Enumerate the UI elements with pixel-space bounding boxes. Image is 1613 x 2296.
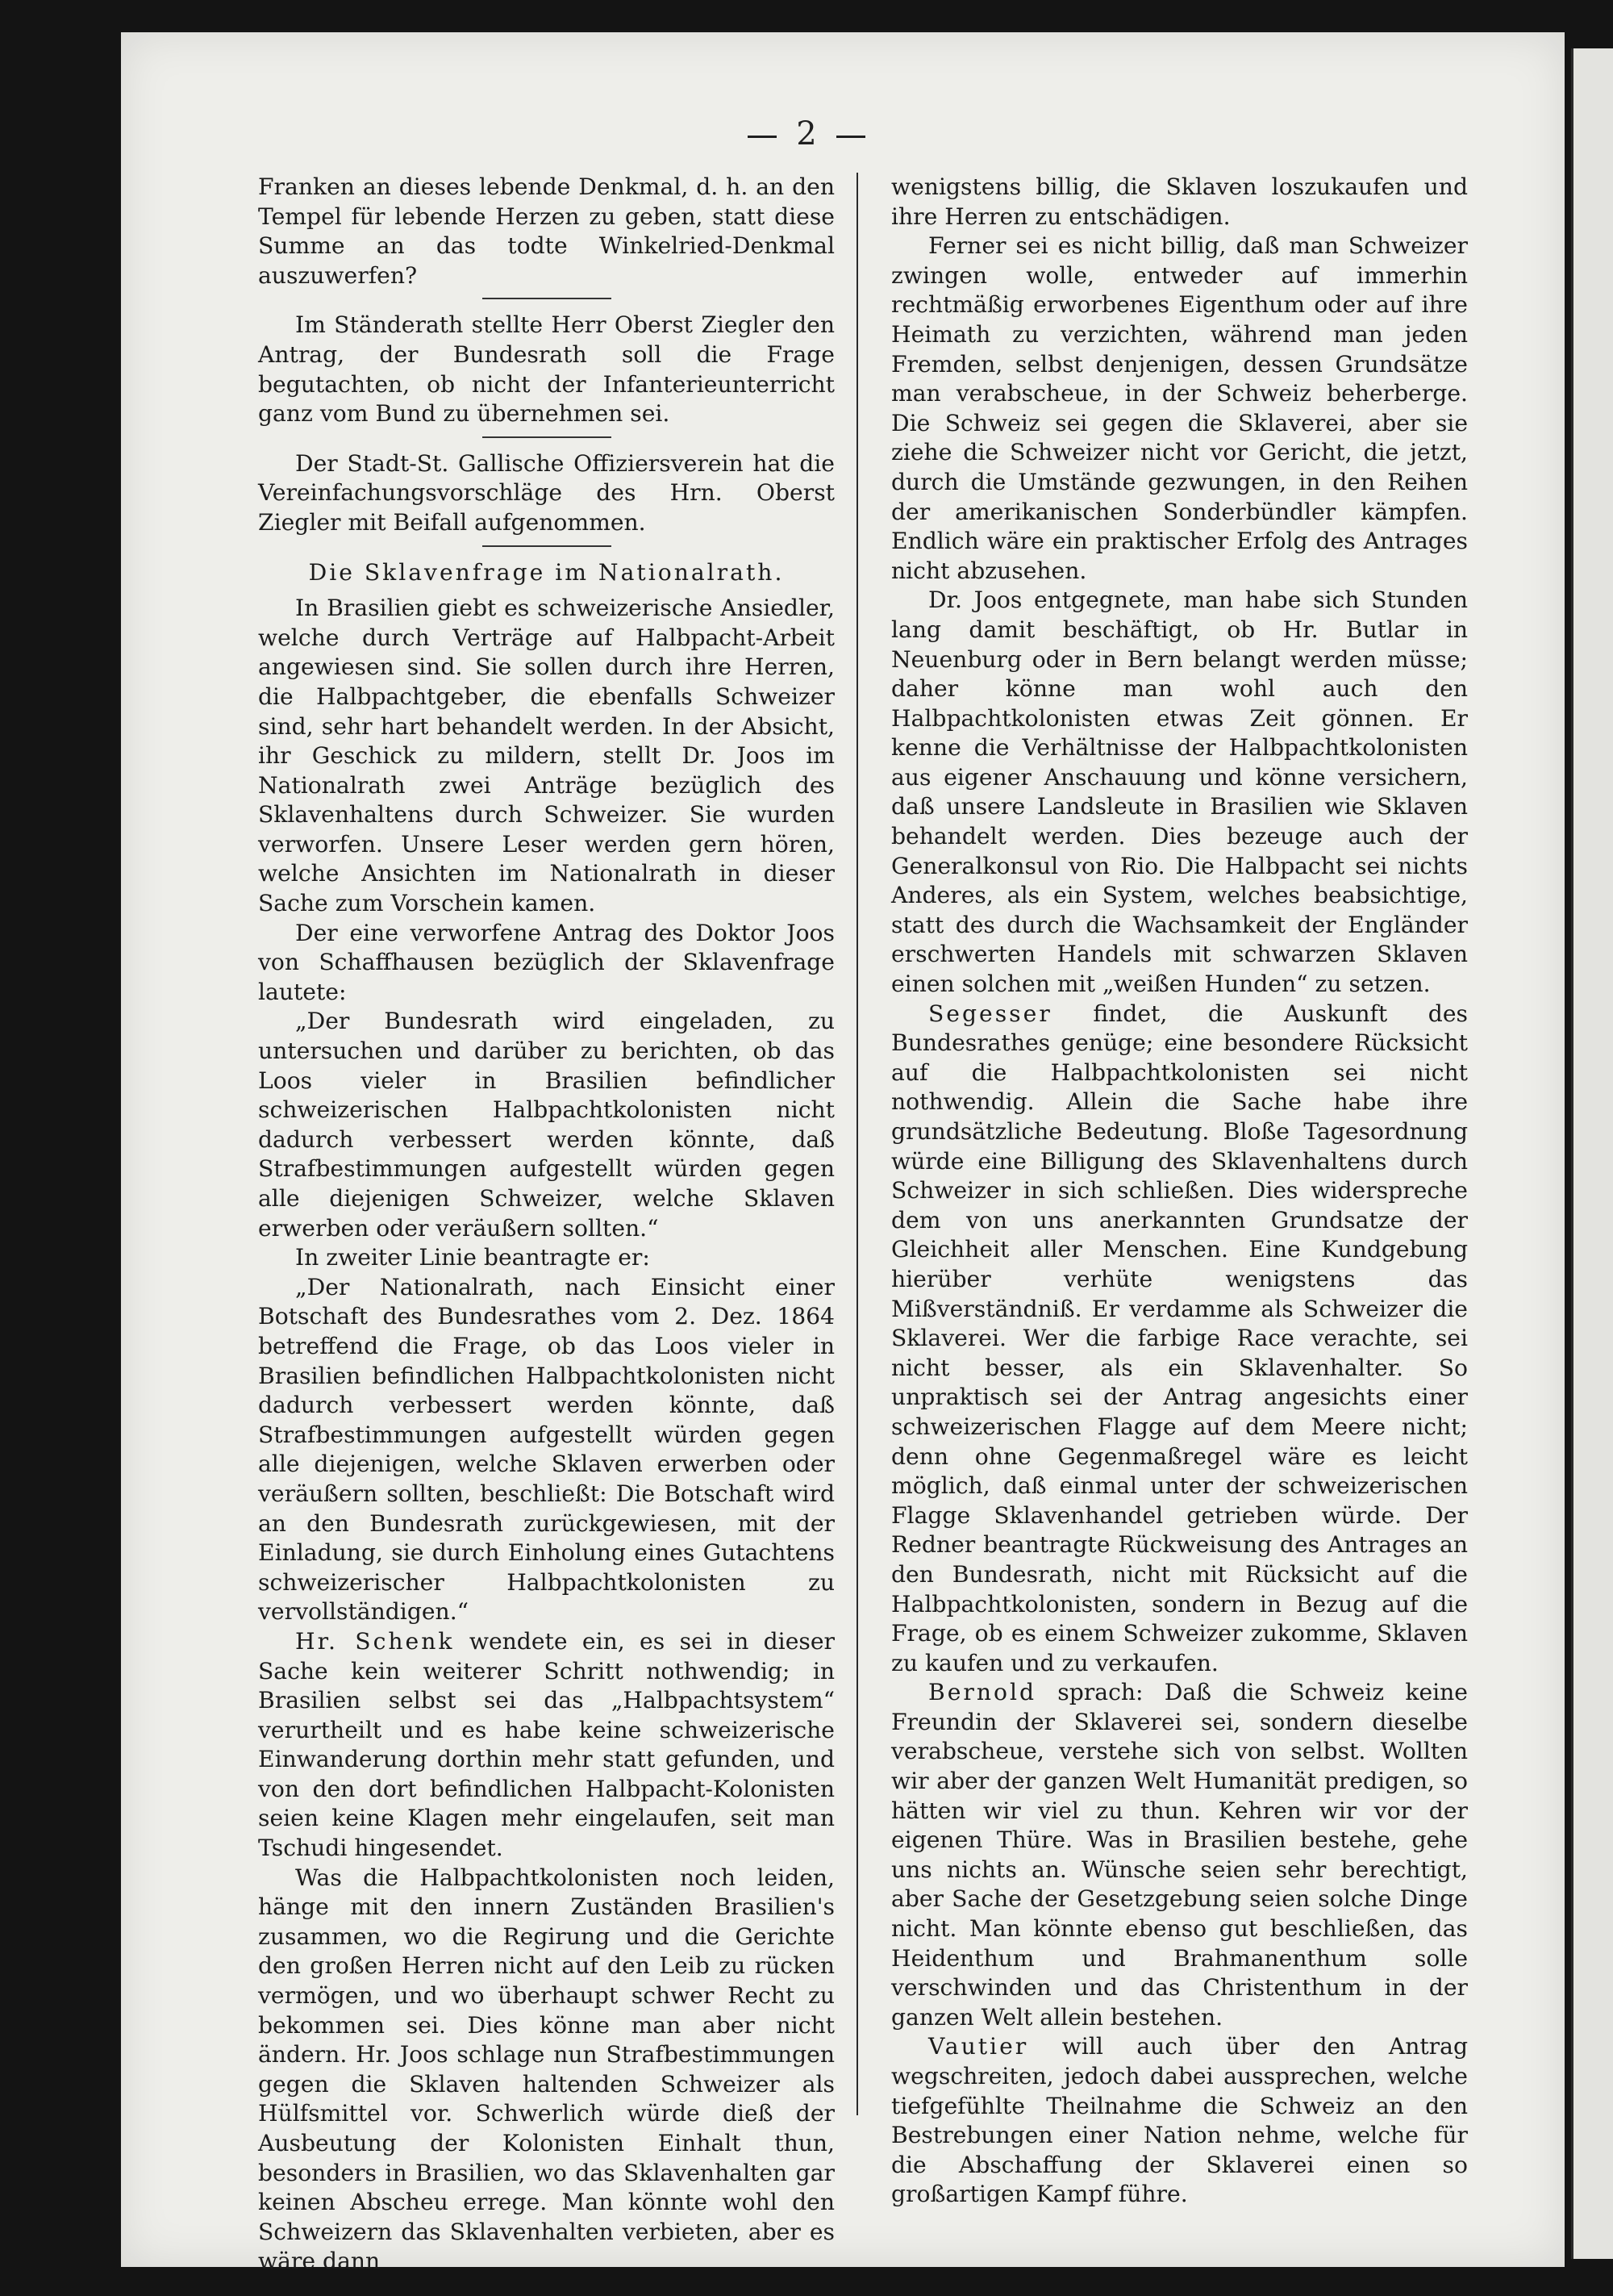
paragraph: Was die Halbpachtkolonisten noch leiden, hänge mit den innern Zuständen Brasilien's zusammen, wo die Regirung und die Gerichte den großen Herren nicht auf den Leib zu rücken vermögen, und wo überhaupt schwer Recht zu bekommen sei. Dies könne man aber nicht ändern. Hr. Joos schlage nun Strafbestimmungen gegen die Sklaven haltenden Schweizer als Hülfsmittel vor. Schwerlich würde dieß der Ausbeutung der Kolonisten Einhalt thun, besonders in Brasilien, wo das Sklavenhalten gar keinen Abscheu errege. Man könnte wohl den Schweizern das Sklavenhalten verbieten, aber es wäre dann <box>258 1864 835 2275</box>
page-number-dash-right <box>836 136 865 138</box>
speaker-text: will auch über den Antrag wegschreiten, jedoch dabei aussprechen, welche tiefgefühlte Theilnahme die Schweiz an den Bestrebungen einer Nation nehme, welche für die Abschaffung der Sklaverei einen so großartigen Kampf führe. <box>891 2033 1468 2208</box>
paragraph: In Brasilien giebt es schweizerische Ansiedler, welche durch Verträge auf Halbpacht-Arbeit angewiesen sind. Sie sollen durch ihre Herren, die Halbpachtgeber, die ebenfalls Schweizer sind, sehr hart behandelt werden. In der Absicht, ihr Geschick zu mildern, stellt Dr. Joos im Nationalrath zwei Anträge bezüglich des Sklavenhaltens durch Schweizer. Sie wurden verworfen. Unsere Leser werden gern hören, welche Ansichten im Nationalrath in dieser Sache zum Vorschein kamen. <box>258 595 835 917</box>
paragraph <box>891 1678 1468 2032</box>
paragraph: Der eine verworfene Antrag des Doktor Joos von Schaffhausen bezüglich der Sklavenfrage lautete: <box>258 919 835 1005</box>
paragraph <box>891 1000 1468 1679</box>
page-number-dash-left <box>748 136 777 138</box>
motion-quote: „Der Bundesrath wird eingeladen, zu untersuchen und darüber zu berichten, ob das Loos vieler in Brasilien befindlicher schweizerischen Halbpachtkolonisten nicht dadurch verbessert werden könnte, daß Strafbestimmungen aufgestellt würden gegen alle diejenigen Schweizer, welche Sklaven erwerben oder veräußern sollten.“ <box>258 1008 835 1242</box>
separator-rule <box>482 545 611 547</box>
paragraph: In zweiter Linie beantragte er: <box>295 1244 650 1271</box>
speaker-name: Bernold <box>928 1679 1037 1706</box>
speaker-text: wendete ein, es sei in dieser Sache kein weiterer Schritt nothwendig; in Brasilien selbst sei das „Halbpachtsystem“ verurtheilt und es habe keine schweizerische Einwanderung dorthin mehr statt gefunden, und von den dort befindlichen Halbpacht-Kolonisten seien keine Klagen mehr eingelaufen, seit man Tschudi hingesendet. <box>258 1627 835 1862</box>
paragraph: Im Ständerath stellte Herr Oberst Ziegler den Antrag, der Bundesrath soll die Frage begutachten, ob nicht der Infanterieunterricht ganz vom Bund zu übernehmen sei. <box>258 311 835 428</box>
paragraph: Ferner sei es nicht billig, daß man Schweizer zwingen wolle, entweder auf immerhin rechtmäßig erworbenes Eigenthum oder auf ihre Heimath zu verzichten, während man jeden Fremden, selbst denjenigen, dessen Grundsätze man verabscheue, in der Schweiz beherberge. Die Schweiz sei gegen die Sklaverei, aber sie ziehe die Schweizer nicht vor Gericht, die jetzt, durch die Umstände gezwungen, in den Reihen der amerikanischen Sonderbündler kämpfen. Endlich wäre ein praktischer Erfolg des Antrages nicht abzusehen. <box>891 232 1468 584</box>
speaker-text: sprach: Daß die Schweiz keine Freundin der Sklaverei sei, sondern dieselbe verabscheue, verstehe sich von selbst. Wollten wir aber der ganzen Welt Humanität predigen, so hätten wir viel zu thun. Kehren wir vor der eigenen Thüre. Was in Brasilien bestehe, gehe uns nichts an. Wünsche seien sehr berechtigt, aber Sache der Gesetzgebung seien solche Dinge nicht. Man könnte ebenso gut beschließen, das Heidenthum und Brahmanenthum solle verschwinden und das Christenthum in der ganzen Welt allein bestehen. <box>891 1679 1468 2031</box>
speaker-name: Vautier <box>928 2033 1029 2060</box>
page-number-line <box>0 113 1613 155</box>
separator-rule <box>482 298 611 299</box>
paragraph <box>891 2032 1468 2210</box>
adjacent-page-edge <box>1571 48 1613 2259</box>
article-heading: Die Sklavenfrage im Nationalrath. <box>308 558 785 586</box>
speaker-name: Hr. Schenk <box>295 1627 455 1655</box>
left-column <box>258 173 835 2277</box>
column-divider <box>857 173 858 2115</box>
page-number: 2 <box>796 115 817 152</box>
paragraph: Franken an dieses lebende Denkmal, d. h. an den Tempel für lebende Herzen zu geben, statt diese Summe an das todte Winkelried-Denkmal auszuwerfen? <box>258 173 835 289</box>
separator-rule <box>482 436 611 438</box>
paragraph: Der Stadt-St. Gallische Offiziersverein hat die Vereinfachungsvorschläge des Hrn. Oberst Ziegler mit Beifall aufgenommen. <box>258 449 835 536</box>
paragraph: Dr. Joos entgegnete, man habe sich Stunden lang damit beschäftigt, ob Hr. Butlar in Neuenburg oder in Bern belangt werden müsse; daher könne man wohl auch den Halbpachtkolonisten etwas Zeit gönnen. Er kenne die Verhältnisse der Halbpachtkolonisten aus eigener Anschauung und könne versichern, daß unsere Landsleute in Brasilien wie Sklaven behandelt werden. Dies bezeuge auch der Generalkonsul von Rio. Die Halbpacht sei nichts Anderes, als ein System, welches beabsichtige, statt des durch die Wachsamkeit der Engländer erschwerten Handels mit schwarzen Sklaven einen solchen mit „weißen Hunden“ zu setzen. <box>891 587 1468 998</box>
paragraph: wenigstens billig, die Sklaven loszukaufen und ihre Herren zu entschädigen. <box>891 173 1468 230</box>
motion-quote: „Der Nationalrath, nach Einsicht einer Botschaft des Bundesrathes vom 2. Dez. 1864 betreffend die Frage, ob das Loos vieler in Brasilien befindlichen Halbpachtkolonisten nicht dadurch verbessert werden könnte, daß Strafbestimmungen aufgestellt würden gegen alle diejenigen, welche Sklaven erwerben oder veräußern sollten, beschließt: Die Botschaft wird an den Bundesrath zurückgewiesen, mit der Einladung, sie durch Einholung eines Gutachtens schweizerischer Halbpachtkolonisten zu vervollständigen.“ <box>258 1273 835 1626</box>
paragraph <box>258 1627 835 1864</box>
right-column <box>891 173 1468 2210</box>
speaker-text: findet, die Auskunft des Bundesrathes genüge; eine besondere Rücksicht auf die Halbpachtkolonisten sei nicht nothwendig. Allein die Sache habe ihre grundsätzliche Bedeutung. Bloße Tagesordnung würde eine Billigung des Sklavenhaltens durch Schweizer in sich schließen. Dies widerspreche dem von uns anerkannten Grundsatze der Gleichheit aller Menschen. Eine Kundgebung hierüber verhüte wenigstens das Mißverständniß. Er verdamme als Schweizer die Sklaverei. Wer die farbige Race verachte, sei nicht besser, als ein Sklavenhalter. So unpraktisch sei der Antrag angesichts einer schweizerischen Flagge auf dem Meere nicht; denn ohne Gegenmaßregel wäre es leicht möglich, daß einmal unter der schweizerischen Flagge Sklavenhandel getrieben würde. Der Redner beantragte Rückweisung des Antrages an den Bundesrath, nicht mit Rücksicht auf die Halbpachtkolonisten, sondern in Bezug auf die Frage, ob es einem Schweizer zukomme, Sklaven zu kaufen und zu verkaufen. <box>891 1000 1468 1676</box>
speaker-name: Segesser <box>928 1000 1052 1027</box>
